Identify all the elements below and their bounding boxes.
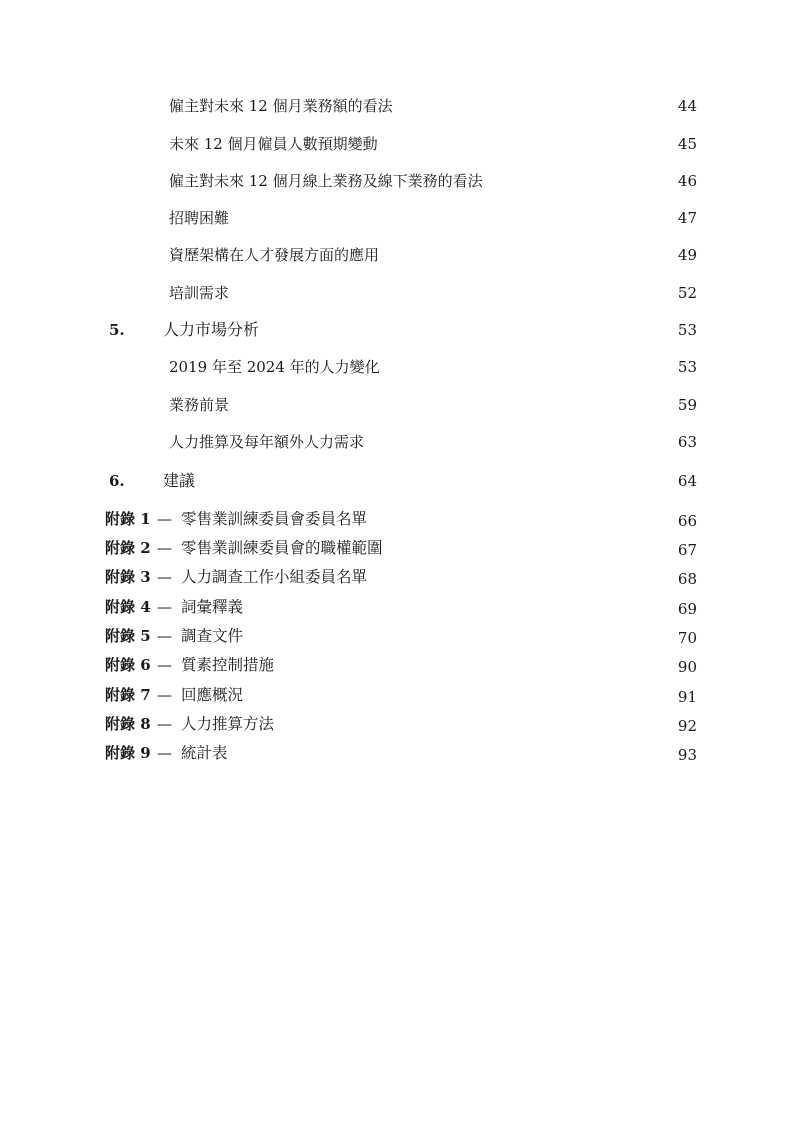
appendix-page: 67	[677, 541, 697, 559]
appendix-page: 92	[677, 717, 697, 735]
toc-entry-title: 招聘困難	[169, 209, 230, 227]
appendix-dash: —	[157, 656, 172, 674]
appendix-label: 附錄 5	[105, 627, 151, 645]
toc-appendix-8[interactable]	[0, 712, 794, 736]
toc-entry-page: 45	[677, 135, 697, 153]
appendix-label: 附錄 1	[105, 510, 151, 528]
toc-appendix-1[interactable]	[0, 507, 794, 531]
appendix-title: 人力推算方法	[181, 715, 275, 733]
appendix-label: 附錄 3	[105, 568, 151, 586]
toc-entry-page: 46	[677, 172, 697, 190]
toc-appendix-5[interactable]	[0, 624, 794, 648]
appendix-title: 詞彙釋義	[181, 598, 244, 616]
appendix-dash: —	[157, 686, 172, 704]
appendix-label: 附錄 9	[105, 744, 151, 762]
toc-entry[interactable]	[0, 281, 794, 305]
toc-appendix-6[interactable]	[0, 653, 794, 677]
appendix-title: 零售業訓練委員會的職權範圍	[181, 539, 383, 557]
appendix-title: 零售業訓練委員會委員名單	[181, 510, 368, 528]
toc-entry-title: 僱主對未來 12 個月線上業務及線下業務的看法	[169, 172, 483, 190]
toc-entry[interactable]	[0, 169, 794, 193]
appendix-label: 附錄 7	[105, 686, 151, 704]
toc-entry[interactable]	[0, 430, 794, 454]
toc-entry[interactable]	[0, 243, 794, 267]
toc-entry-title: 人力推算及每年額外人力需求	[169, 433, 365, 451]
toc-entry-title: 僱主對未來 12 個月業務額的看法	[169, 97, 393, 115]
toc-entry-title: 業務前景	[169, 396, 230, 414]
toc-entry-page: 63	[677, 433, 697, 451]
toc-entry-page: 49	[677, 246, 697, 264]
toc-entry-title: 2019 年至 2024 年的人力變化	[169, 358, 380, 376]
toc-entry-title: 培訓需求	[169, 284, 230, 302]
toc-entry[interactable]	[0, 206, 794, 230]
appendix-page: 69	[677, 600, 697, 618]
appendix-label: 附錄 6	[105, 656, 151, 674]
appendix-dash: —	[157, 744, 172, 762]
appendix-label: 附錄 8	[105, 715, 151, 733]
appendix-title: 人力調查工作小組委員名單	[181, 568, 368, 586]
toc-entry-page: 59	[677, 396, 697, 414]
appendix-title: 回應概況	[181, 686, 244, 704]
appendix-page: 68	[677, 570, 697, 588]
section-title: 人力市場分析	[163, 320, 260, 339]
toc-section-6[interactable]	[0, 469, 794, 493]
toc-entry[interactable]	[0, 393, 794, 417]
appendix-page: 93	[677, 746, 697, 764]
toc-entry-title: 未來 12 個月僱員人數預期變動	[169, 135, 378, 153]
appendix-page: 91	[677, 688, 697, 706]
toc-entry-page: 52	[677, 284, 697, 302]
section-number: 5.	[109, 321, 125, 339]
appendix-page: 66	[677, 512, 697, 530]
appendix-dash: —	[157, 539, 172, 557]
appendix-dash: —	[157, 715, 172, 733]
appendix-dash: —	[157, 510, 172, 528]
appendix-dash: —	[157, 627, 172, 645]
appendix-page: 90	[677, 658, 697, 676]
toc-entry[interactable]	[0, 94, 794, 118]
section-title: 建議	[163, 471, 196, 490]
toc-appendix-3[interactable]	[0, 565, 794, 589]
toc-appendix-4[interactable]	[0, 595, 794, 619]
toc-entry[interactable]	[0, 355, 794, 379]
section-number: 6.	[109, 472, 125, 490]
toc-entry-page: 53	[677, 358, 697, 376]
appendix-page: 70	[677, 629, 697, 647]
toc-section-5[interactable]	[0, 318, 794, 342]
appendix-title: 質素控制措施	[181, 656, 275, 674]
toc-appendix-7[interactable]	[0, 683, 794, 707]
appendix-title: 調查文件	[181, 627, 244, 645]
appendix-label: 附錄 4	[105, 598, 151, 616]
section-page: 64	[677, 472, 697, 490]
appendix-label: 附錄 2	[105, 539, 151, 557]
section-page: 53	[677, 321, 697, 339]
toc-entry-page: 47	[677, 209, 697, 227]
toc-entry[interactable]	[0, 132, 794, 156]
toc-entry-page: 44	[677, 97, 697, 115]
toc-appendix-9[interactable]	[0, 741, 794, 765]
appendix-title: 統計表	[181, 744, 228, 762]
appendix-dash: —	[157, 598, 172, 616]
toc-appendix-2[interactable]	[0, 536, 794, 560]
toc-entry-title: 資歷架構在人才發展方面的應用	[169, 246, 380, 264]
appendix-dash: —	[157, 568, 172, 586]
